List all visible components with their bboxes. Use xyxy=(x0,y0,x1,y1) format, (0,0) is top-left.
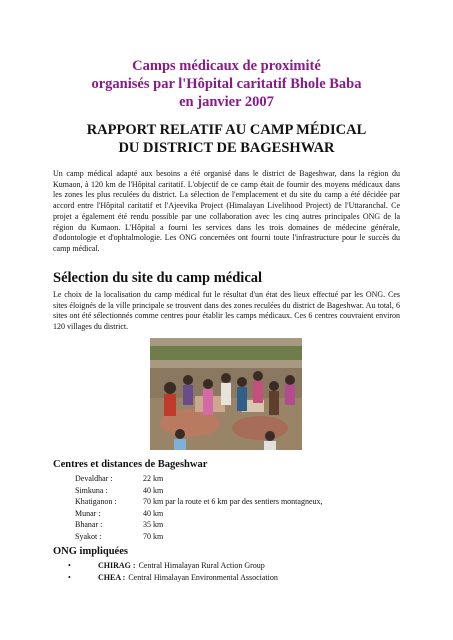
centre-distance: 40 km xyxy=(143,485,164,495)
list-item xyxy=(68,560,278,572)
camp-title-line-2: organisés par l'Hôpital caritatif Bhole Baba xyxy=(91,76,362,92)
centre-name: Devaldhar : xyxy=(75,474,113,483)
report-title xyxy=(0,121,453,157)
centres-list xyxy=(75,473,323,543)
camp-photo xyxy=(150,338,302,450)
centre-name: Bhanar : xyxy=(75,520,103,530)
centre-distance: 35 km xyxy=(143,520,164,530)
centre-name: Khatiganon : xyxy=(75,497,117,507)
ong-name: Central Himalayan Environmental Association xyxy=(128,572,278,582)
camp-title xyxy=(0,57,453,111)
centres-heading: Centres et distances de Bageshwar xyxy=(53,459,208,470)
list-item xyxy=(75,496,323,508)
camp-title-line-3: en janvier 2007 xyxy=(179,94,274,110)
centre-name: Simkuna : xyxy=(75,485,108,495)
ong-heading: ONG impliquées xyxy=(53,546,128,557)
intro-paragraph: Un camp médical adapté aux besoins a été organisé dans le district de Bageshwar, dans la région du Kumaon, à 120 km de l'Hôpital caritatif. L'objectif de ce camp était de fournir des moyens médicaux dans les zones les plus reculées du district. La sélection de l'emplacement et du site du camp a été décidée par accord entre l'Hôpital caritatif et l'Ajeevika Project (Himalayan Livelihood Project) de l'Uttaranchal. Ce projet a également été rendu possible par une collaboration avec les cinq autres principales ONG de la région du Kumaon. L'Hôpital a fourni les services dans les trois domaines de médecine générale, d'odontologie et d'ophtalmologie. Les ONG concernées ont fourni toute l'infrastructure pour le succès du camp médical. xyxy=(53,169,400,253)
bullet-icon: • xyxy=(68,572,71,582)
camp-photo-graphic xyxy=(150,338,302,450)
list-item xyxy=(75,519,323,531)
centre-distance: 70 km par la route et 6 km par des sentiers montagneux, xyxy=(143,497,323,507)
centre-distance: 40 km xyxy=(143,508,164,518)
ong-name: Central Himalayan Rural Action Group xyxy=(138,561,265,570)
report-title-line-2: DU DISTRICT DE BAGESHWAR xyxy=(118,140,335,156)
centre-name: Syakot : xyxy=(75,531,102,541)
ong-abbr: CHEA : xyxy=(98,572,126,582)
selection-paragraph: Le choix de la localisation du camp médical fut le résultat d'un état des lieux effectué par les ONG. Ces sites éloignés de la ville principale se trouvent dans des zones reculées du district de Bageshwar. Au total, 6 sites ont été sélectionnés comme centres pour établir les camps médicaux. Ces 6 centres couvraient environ 120 villages du district. xyxy=(53,290,400,332)
ong-list xyxy=(68,560,278,583)
list-item xyxy=(75,508,323,520)
ong-abbr: CHIRAG : xyxy=(98,561,136,570)
report-title-line-1: RAPPORT RELATIF AU CAMP MÉDICAL xyxy=(86,122,367,138)
camp-title-line-1: Camps médicaux de proximité xyxy=(132,58,321,74)
centre-distance: 70 km xyxy=(143,531,164,541)
list-item xyxy=(75,531,323,543)
list-item xyxy=(68,572,278,584)
list-item xyxy=(75,473,323,485)
selection-heading: Sélection du site du camp médical xyxy=(53,270,263,286)
list-item xyxy=(75,485,323,497)
centre-name: Munar : xyxy=(75,508,101,518)
centre-distance: 22 km xyxy=(143,474,164,483)
bullet-icon: • xyxy=(68,561,71,570)
